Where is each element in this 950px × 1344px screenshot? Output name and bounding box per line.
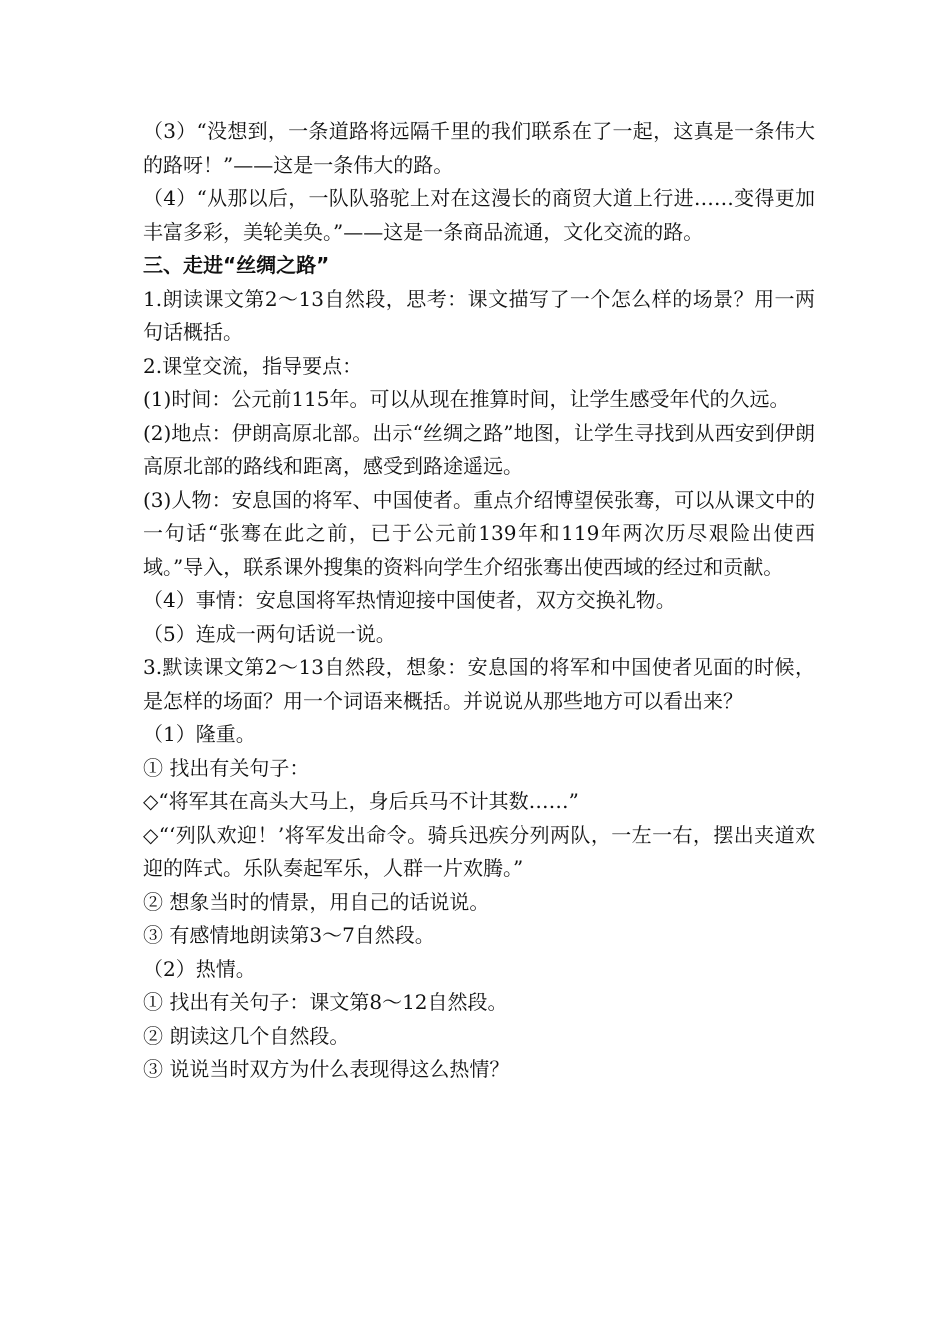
paragraph: ① 找出有关句子： [143, 755, 310, 780]
paragraph: （3）“没想到，一条道路将远隔千里的我们联系在了一起，这真是一条伟大的路呀！”——这是一条伟大的路。 [143, 119, 815, 177]
paragraph: （1）隆重。 [143, 722, 256, 746]
paragraph: （5）连成一两句话说一说。 [143, 621, 396, 646]
paragraph: ② 想象当时的情景，用自己的话说说。 [143, 889, 490, 914]
paragraph: ② 朗读这几个自然段。 [143, 1023, 350, 1048]
paragraph: 2.课堂交流，指导要点： [143, 353, 363, 378]
paragraph: ③ 说说当时双方为什么表现得这么热情？ [143, 1057, 510, 1081]
paragraph: (1)时间：公元前115年。可以从现在推算时间，让学生感受年代的久远。 [143, 387, 790, 411]
paragraph: ◇“将军其在高头大马上，身后兵马不计其数……” [143, 789, 579, 813]
paragraph: ◇“‘列队欢迎！’将军发出命令。骑兵迅疾分列两队，一左一右，摆出夹道欢迎的阵式。乐队奏起军乐，人群一片欢腾。” [143, 822, 815, 880]
paragraph: （4）“从那以后，一队队骆驼上对在这漫长的商贸大道上行进……变得更加丰富多彩，美轮美奂。”——这是一条商品流通，文化交流的路。 [143, 186, 815, 244]
paragraph: （2）热情。 [143, 956, 256, 981]
paragraph: （4）事情：安息国将军热情迎接中国使者，双方交换礼物。 [143, 588, 676, 612]
paragraph: ③ 有感情地朗读第3～7自然段。 [143, 923, 435, 947]
paragraph: (2)地点：伊朗高原北部。出示“丝绸之路”地图，让学生寻找到从西安到伊朗高原北部的路线和距离，感受到路途遥远。 [143, 420, 815, 478]
paragraph: (3)人物：安息国的将军、中国使者。重点介绍博望侯张骞，可以从课文中的一句话“张骞在此之前，已于公元前139年和119年两次历尽艰险出使西域。”导入，联系课外搜集的资料向学生介绍张骞出使西域的经过和贡献。 [143, 487, 815, 579]
section-heading: 三、走进“丝绸之路” [143, 253, 330, 277]
paragraph: 3.默读课文第2～13自然段，想象：安息国的将军和中国使者见面的时候，是怎样的场面？用一个词语来概括。并说说从那些地方可以看出来？ [143, 655, 815, 713]
paragraph: ① 找出有关句子：课文第8～12自然段。 [143, 990, 508, 1014]
paragraph: 1.朗读课文第2～13自然段，思考：课文描写了一个怎么样的场景？用一两句话概括。 [143, 286, 815, 344]
document-body [143, 115, 815, 1087]
